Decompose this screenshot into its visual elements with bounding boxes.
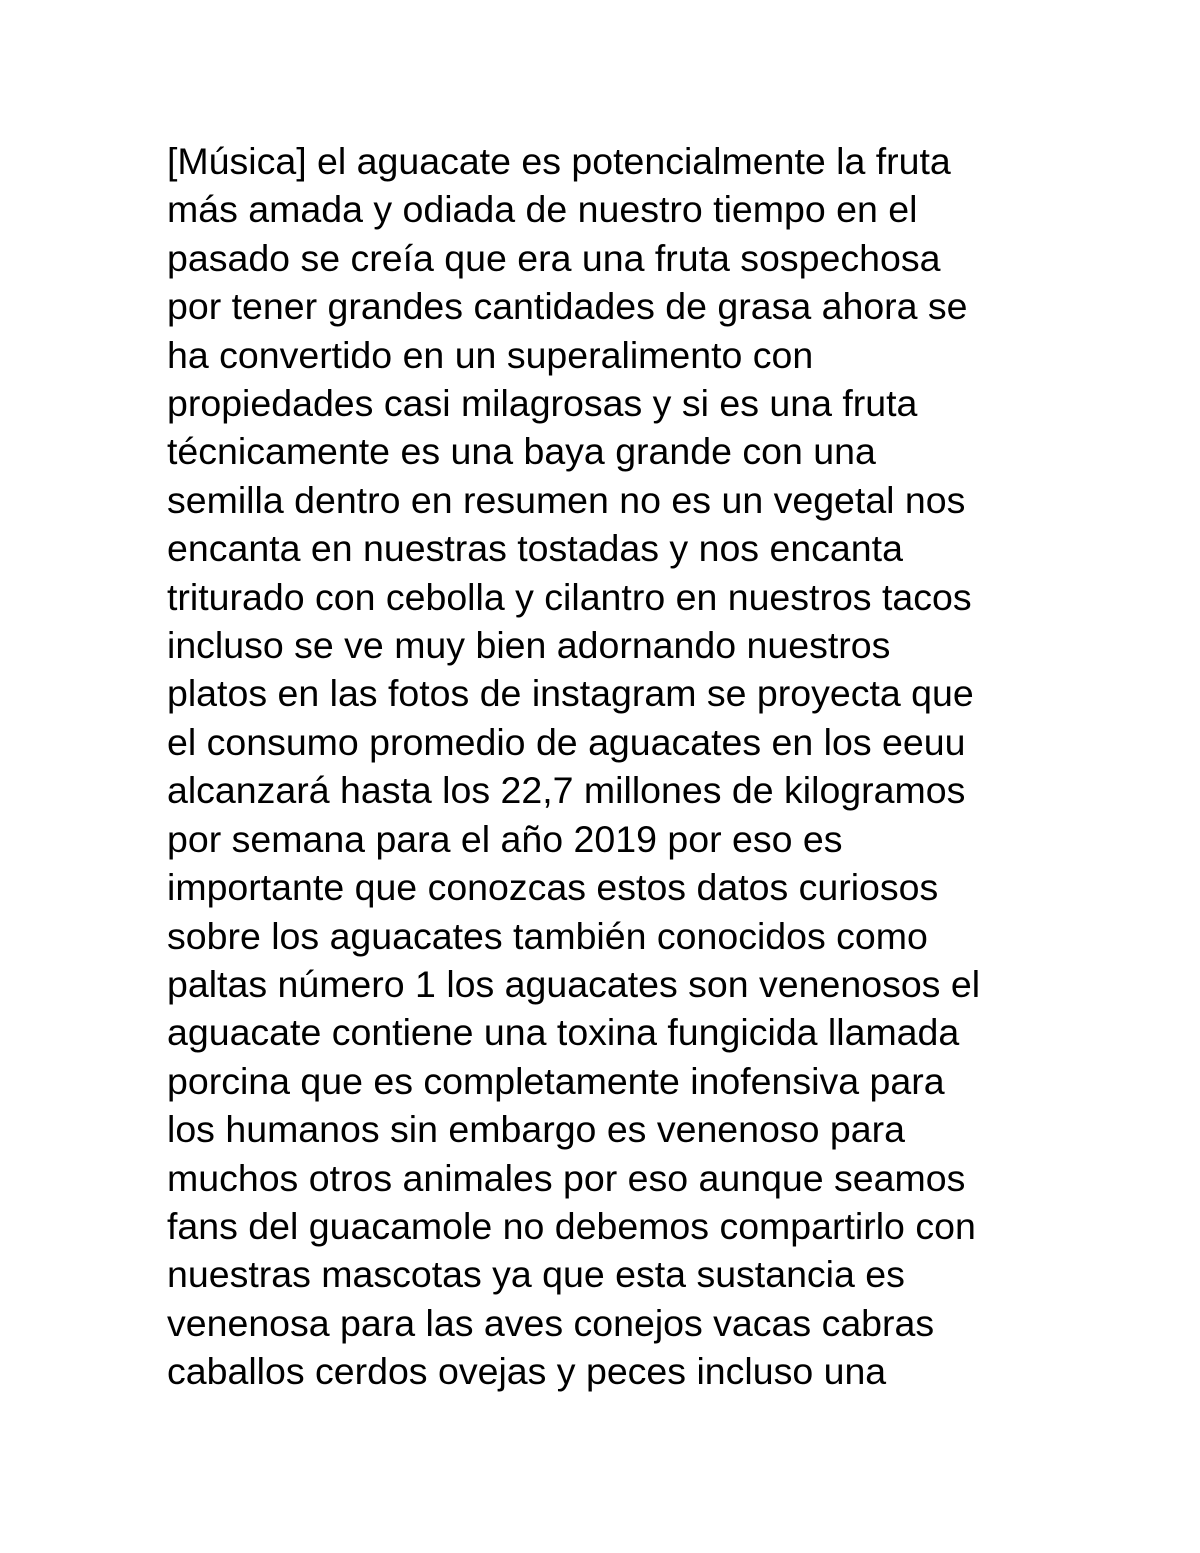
text-line: caballos cerdos ovejas y peces incluso una (167, 1350, 887, 1393)
text-line: aguacate contiene una toxina fungicida llamada (167, 1011, 960, 1054)
text-line: más amada y odiada de nuestro tiempo en el (167, 188, 918, 231)
text-line: encanta en nuestras tostadas y nos encanta (167, 527, 903, 570)
text-line: por semana para el año 2019 por eso es (167, 817, 843, 860)
text-line: fans del guacamole no debemos compartirlo con (167, 1204, 976, 1247)
text-line: el consumo promedio de aguacates en los eeuu (167, 720, 966, 763)
text-line: semilla dentro en resumen no es un vegetal nos (167, 478, 966, 521)
text-line: alcanzará hasta los 22,7 millones de kilogramos (167, 769, 966, 812)
text-line: ha convertido en un superalimento con (167, 333, 814, 376)
text-line: venenosa para las aves conejos vacas cabras (167, 1301, 935, 1344)
text-line: sobre los aguacates también conocidos como (167, 914, 928, 957)
text-line: paltas número 1 los aguacates son venenosos el (167, 962, 981, 1005)
text-line: triturado con cebolla y cilantro en nuestros tacos (167, 575, 972, 618)
text-line: por tener grandes cantidades de grasa ahora se (167, 285, 968, 328)
transcript-paragraph (167, 137, 1067, 1396)
text-line: técnicamente es una baya grande con una (167, 430, 876, 473)
text-line: propiedades casi milagrosas y si es una fruta (167, 382, 918, 425)
text-line: nuestras mascotas ya que esta sustancia es (167, 1253, 905, 1296)
text-line: los humanos sin embargo es venenoso para (167, 1108, 905, 1151)
text-line: platos en las fotos de instagram se proyecta que (167, 672, 974, 715)
text-line: importante que conozcas estos datos curiosos (167, 866, 939, 909)
text-line: porcina que es completamente inofensiva para (167, 1059, 945, 1102)
text-line: muchos otros animales por eso aunque seamos (167, 1156, 966, 1199)
text-line: incluso se ve muy bien adornando nuestros (167, 624, 891, 667)
text-line: pasado se creía que era una fruta sospechosa (167, 236, 941, 279)
text-line: [Música] el aguacate es potencialmente la fruta (167, 140, 951, 182)
